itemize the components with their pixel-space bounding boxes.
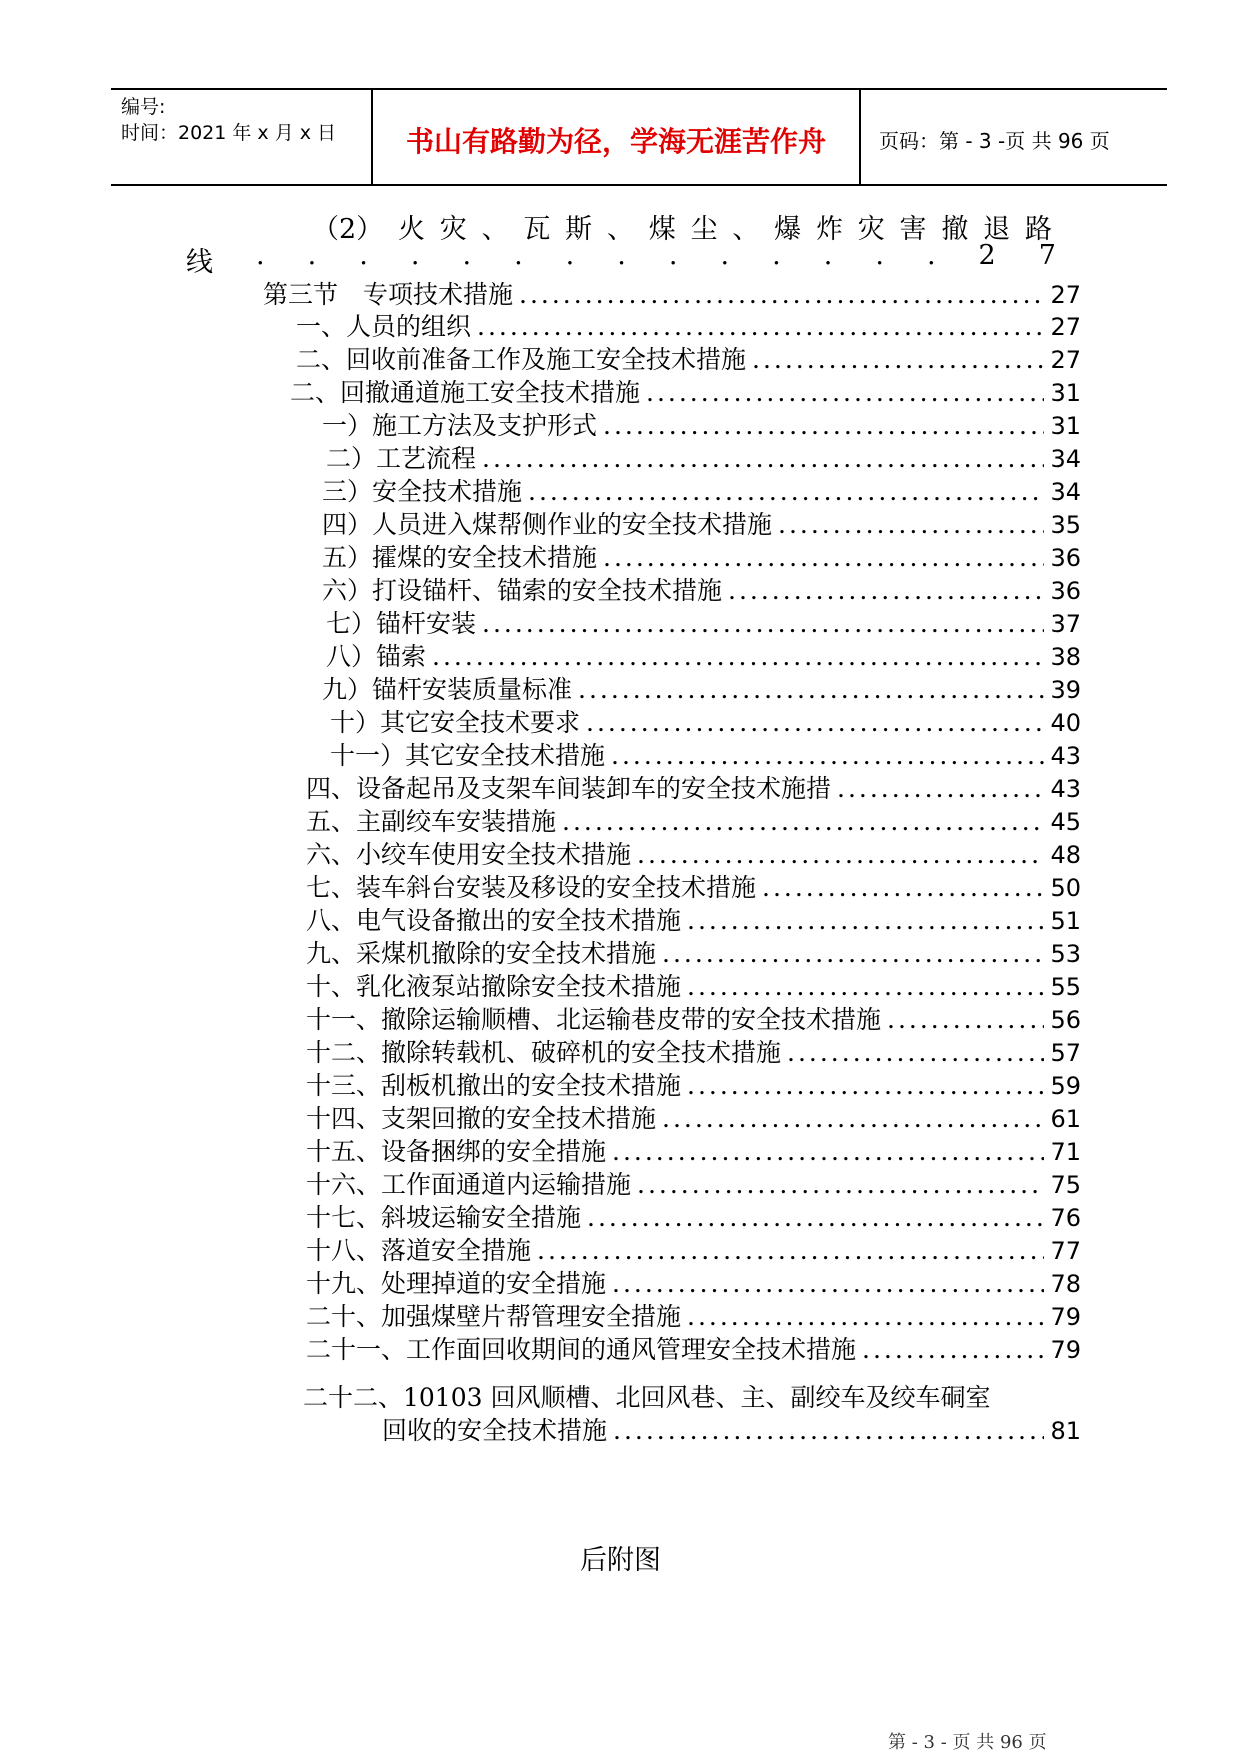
toc-entry-title: 九、采煤机撤除的安全技术措施 <box>306 939 657 968</box>
toc-entry <box>322 505 1081 537</box>
toc-entry <box>263 275 1081 307</box>
toc-glyph: 撤 <box>941 214 969 245</box>
toc-entry <box>326 604 1081 636</box>
toc-entry-title: 回收的安全技术措施 <box>382 1416 608 1445</box>
toc-glyph: . <box>668 240 678 271</box>
toc-entry-title: 十、乳化液泵站撤除安全技术措施 <box>306 972 682 1001</box>
toc-entry <box>306 802 1081 834</box>
toc-dot-leader <box>578 675 1044 704</box>
header-page-cell <box>859 90 1167 184</box>
toc-glyph: . <box>462 240 472 271</box>
toc-dot-leader <box>537 1236 1044 1265</box>
toc-entry-title: 十四、支架回撤的安全技术措施 <box>306 1104 657 1133</box>
toc-glyph: 尘 <box>690 214 718 245</box>
serial-label: 编号: <box>121 96 166 118</box>
toc-entry-page: 53 <box>1050 940 1081 968</box>
toc-entry <box>290 373 1081 405</box>
toc-glyph: 、 <box>606 214 634 245</box>
toc-entry <box>322 538 1081 570</box>
toc-glyph: . <box>514 240 523 271</box>
toc-entry <box>306 1132 1081 1164</box>
time-label: 时间：2021 年 x 月 x 日 <box>121 122 337 144</box>
toc-entry-page: 81 <box>1050 1417 1081 1445</box>
toc-entry-title: 十一、撤除运输顺槽、北运输巷皮带的安全技术措施 <box>306 1005 882 1034</box>
motto: 书山有路勤为径，学海无涯苦作舟 <box>405 125 826 158</box>
toc-entry-title: 二十、加强煤壁片帮管理安全措施 <box>306 1302 682 1331</box>
toc-glyph: 、 <box>732 214 760 245</box>
toc-dot-leader <box>586 708 1044 737</box>
toc-entry-page: 37 <box>1050 610 1081 638</box>
toc-entry <box>306 868 1081 900</box>
toc-entry <box>296 340 1081 372</box>
toc-entry-page: 43 <box>1050 742 1081 770</box>
toc-entry-page: 38 <box>1050 643 1081 671</box>
toc-glyph: . <box>926 240 936 271</box>
toc-glyph: 7 <box>1038 240 1056 271</box>
toc-entry <box>306 1066 1081 1098</box>
toc-glyph: 煤 <box>648 214 676 245</box>
toc-entry-page: 78 <box>1050 1270 1081 1298</box>
toc-dot-leader <box>519 280 1044 309</box>
toc-entry <box>330 736 1081 768</box>
toc-entry-page: 31 <box>1050 412 1081 440</box>
toc-glyph: （2） <box>312 214 384 245</box>
toc-glyph: 路 <box>1024 214 1052 245</box>
toc-dot-leader <box>887 1005 1044 1034</box>
toc-glyph: . <box>617 240 626 271</box>
toc-glyph: 灾 <box>439 214 467 245</box>
toc-glyph: . <box>720 240 730 271</box>
toc-dot-leader <box>603 543 1044 572</box>
toc-dot-leader <box>482 609 1044 638</box>
toc-entry <box>306 1264 1081 1296</box>
toc-dot-leader <box>687 1071 1044 1100</box>
toc-entry-page: 79 <box>1050 1336 1081 1364</box>
page-code: 页码：第 - 3 -页 共 96 页 <box>879 129 1110 153</box>
toc-dot-leader <box>528 477 1044 506</box>
toc-entry-title: 二）工艺流程 <box>326 444 477 473</box>
toc-entry <box>326 439 1081 471</box>
toc-entry-page: 76 <box>1050 1204 1081 1232</box>
toc-dot-leader <box>752 345 1044 374</box>
toc-dot-leader <box>762 873 1044 902</box>
toc-entry-page: 31 <box>1050 379 1081 407</box>
toc-dot-leader <box>837 774 1044 803</box>
toc-entry-page: 57 <box>1050 1039 1081 1067</box>
toc-entry-title: 十五、设备捆绑的安全措施 <box>306 1137 607 1166</box>
toc-glyph: . <box>256 240 265 271</box>
toc-entry-title: 十）其它安全技术要求 <box>330 708 581 737</box>
toc-entry-page: 59 <box>1050 1072 1081 1100</box>
toc-glyph: 、 <box>481 214 509 245</box>
toc-entry-page: 71 <box>1050 1138 1081 1166</box>
toc-glyph: . <box>875 240 884 271</box>
toc-entry-title: 二十一、工作面回收期间的通风管理安全技术措施 <box>306 1335 857 1364</box>
toc-glyph: 线 <box>186 247 213 278</box>
toc-entry-title: 十二、撤除转载机、破碎机的安全技术措施 <box>306 1038 782 1067</box>
toc-entry-page: 75 <box>1050 1171 1081 1199</box>
toc-entry <box>326 637 1081 669</box>
toc-entry-title: 六、小绞车使用安全技术措施 <box>306 840 632 869</box>
toc-entry-title: 二、回撤通道施工安全技术措施 <box>290 378 641 407</box>
toc-glyph: 火 <box>397 214 425 245</box>
toc-glyph: 斯 <box>565 214 593 245</box>
toc-entry-title: 四、设备起吊及支架车间装卸车的安全技术施措 <box>306 774 832 803</box>
toc-entry-page: 43 <box>1050 775 1081 803</box>
toc-entry-page: 27 <box>1050 346 1081 374</box>
toc-entry <box>306 835 1081 867</box>
toc-dot-leader <box>687 906 1044 935</box>
toc-dot-leader <box>611 741 1044 770</box>
toc-entry <box>306 1231 1081 1263</box>
toc-entry-title: 六）打设锚杆、锚索的安全技术措施 <box>322 576 723 605</box>
toc-entry-page: 79 <box>1050 1303 1081 1331</box>
toc-entry-title: 九）锚杆安装质量标准 <box>322 675 573 704</box>
toc-glyph: . <box>565 240 575 271</box>
toc-dot-leader <box>662 1104 1044 1133</box>
appendix-title: 后附图 <box>580 1545 661 1576</box>
toc-entry-title: 一、人员的组织 <box>296 312 472 341</box>
toc-dot-leader <box>603 411 1044 440</box>
toc-entry <box>322 472 1081 504</box>
toc-entry-fire-evacuation-line2 <box>186 240 1056 279</box>
toc-entry-page: 50 <box>1050 874 1081 902</box>
toc-dot-leader <box>637 1170 1044 1199</box>
toc-entry-title: 十一）其它安全技术措施 <box>330 741 606 770</box>
toc-glyph: . <box>823 240 833 271</box>
toc-glyph: 害 <box>899 214 927 245</box>
toc-entry-title: 十六、工作面通道内运输措施 <box>306 1170 632 1199</box>
toc-entry-22-line1: 二十二、10103 回风顺槽、北回风巷、主、副绞车及绞车硐室 <box>303 1383 991 1412</box>
toc-glyph: 爆 <box>774 214 802 245</box>
toc-entry-page: 35 <box>1050 511 1081 539</box>
toc-entry <box>306 1330 1081 1362</box>
toc-entry <box>322 571 1081 603</box>
toc-glyph: . <box>307 240 317 271</box>
toc-glyph: 2 <box>978 240 996 271</box>
toc-entry <box>322 670 1081 702</box>
toc-entry <box>306 1297 1081 1329</box>
toc-entry-title: 五、主副绞车安装措施 <box>306 807 557 836</box>
toc-dot-leader <box>646 378 1044 407</box>
toc-entry <box>306 1198 1081 1230</box>
page-header <box>111 88 1167 186</box>
toc-entry-page: 34 <box>1050 445 1081 473</box>
toc-dot-leader <box>787 1038 1044 1067</box>
toc-dot-leader <box>562 807 1044 836</box>
toc-entry-page: 45 <box>1050 808 1081 836</box>
toc-entry-title: 一）施工方法及支护形式 <box>322 411 598 440</box>
toc-entry-page: 55 <box>1050 973 1081 1001</box>
header-meta <box>111 90 371 184</box>
toc-entry-page: 36 <box>1050 577 1081 605</box>
toc-entry-title: 七）锚杆安装 <box>326 609 477 638</box>
toc-entry <box>330 703 1081 735</box>
toc-entry <box>306 1165 1081 1197</box>
toc-entry <box>306 934 1081 966</box>
toc-entry-title: 五）攉煤的安全技术措施 <box>322 543 598 572</box>
toc-dot-leader <box>728 576 1044 605</box>
toc-glyph: . <box>410 240 420 271</box>
toc-dot-leader <box>587 1203 1044 1232</box>
toc-entry <box>322 406 1081 438</box>
toc-entry-title: 四）人员进入煤帮侧作业的安全技术措施 <box>322 510 773 539</box>
toc-entry <box>306 901 1081 933</box>
toc-dot-leader <box>432 642 1044 671</box>
toc-entry-page: 48 <box>1050 841 1081 869</box>
toc-entry-title: 十七、斜坡运输安全措施 <box>306 1203 582 1232</box>
toc-dot-leader <box>687 1302 1044 1331</box>
toc-dot-leader <box>612 1137 1044 1166</box>
toc-dot-leader <box>637 840 1044 869</box>
toc-dot-leader <box>612 1269 1044 1298</box>
toc-entry <box>296 307 1081 339</box>
toc-glyph: . <box>359 240 368 271</box>
toc-dot-leader <box>687 972 1044 1001</box>
toc-entry-title: 八、电气设备撤出的安全技术措施 <box>306 906 682 935</box>
toc-entry-title: 二、回收前准备工作及施工安全技术措施 <box>296 345 747 374</box>
toc-entry-page: 39 <box>1050 676 1081 704</box>
toc-glyph: 瓦 <box>523 214 551 245</box>
toc-dot-leader <box>778 510 1044 539</box>
toc-entry-title: 十八、落道安全措施 <box>306 1236 532 1265</box>
page-footer: 第 - 3 - 页 共 96 页 <box>888 1732 1047 1753</box>
toc-entry <box>306 1000 1081 1032</box>
toc-entry-page: 27 <box>1050 281 1081 309</box>
toc-entry-page: 56 <box>1050 1006 1081 1034</box>
toc-entry-page: 51 <box>1050 907 1081 935</box>
toc-entry-title: 第三节 专项技术措施 <box>263 280 514 309</box>
toc-entry-title: 十九、处理掉道的安全措施 <box>306 1269 607 1298</box>
toc-entry-page: 27 <box>1050 313 1081 341</box>
toc-dot-leader <box>613 1416 1044 1445</box>
toc-entry <box>306 769 1081 801</box>
toc-entry <box>306 1033 1081 1065</box>
toc-entry-title: 八）锚索 <box>326 642 427 671</box>
toc-entry-page: 40 <box>1050 709 1081 737</box>
toc-glyph: 退 <box>983 214 1011 245</box>
toc-dot-leader <box>477 312 1044 341</box>
toc-entry-page: 77 <box>1050 1237 1081 1265</box>
toc-glyph: 炸 <box>815 214 843 245</box>
toc-entry-title: 十三、刮板机撤出的安全技术措施 <box>306 1071 682 1100</box>
toc-glyph: 灾 <box>857 214 885 245</box>
header-motto-cell <box>371 90 861 184</box>
toc-entry-page: 61 <box>1050 1105 1081 1133</box>
toc-entry <box>382 1411 1081 1443</box>
toc-glyph: . <box>772 240 781 271</box>
toc-entry-title: 三）安全技术措施 <box>322 477 523 506</box>
toc-entry-title: 七、装车斜台安装及移设的安全技术措施 <box>306 873 757 902</box>
toc-entry-page: 36 <box>1050 544 1081 572</box>
toc-entry <box>306 1099 1081 1131</box>
toc-entry-page: 34 <box>1050 478 1081 506</box>
toc-entry <box>306 967 1081 999</box>
toc-dot-leader <box>482 444 1044 473</box>
toc-dot-leader <box>862 1335 1044 1364</box>
toc-dot-leader <box>662 939 1044 968</box>
